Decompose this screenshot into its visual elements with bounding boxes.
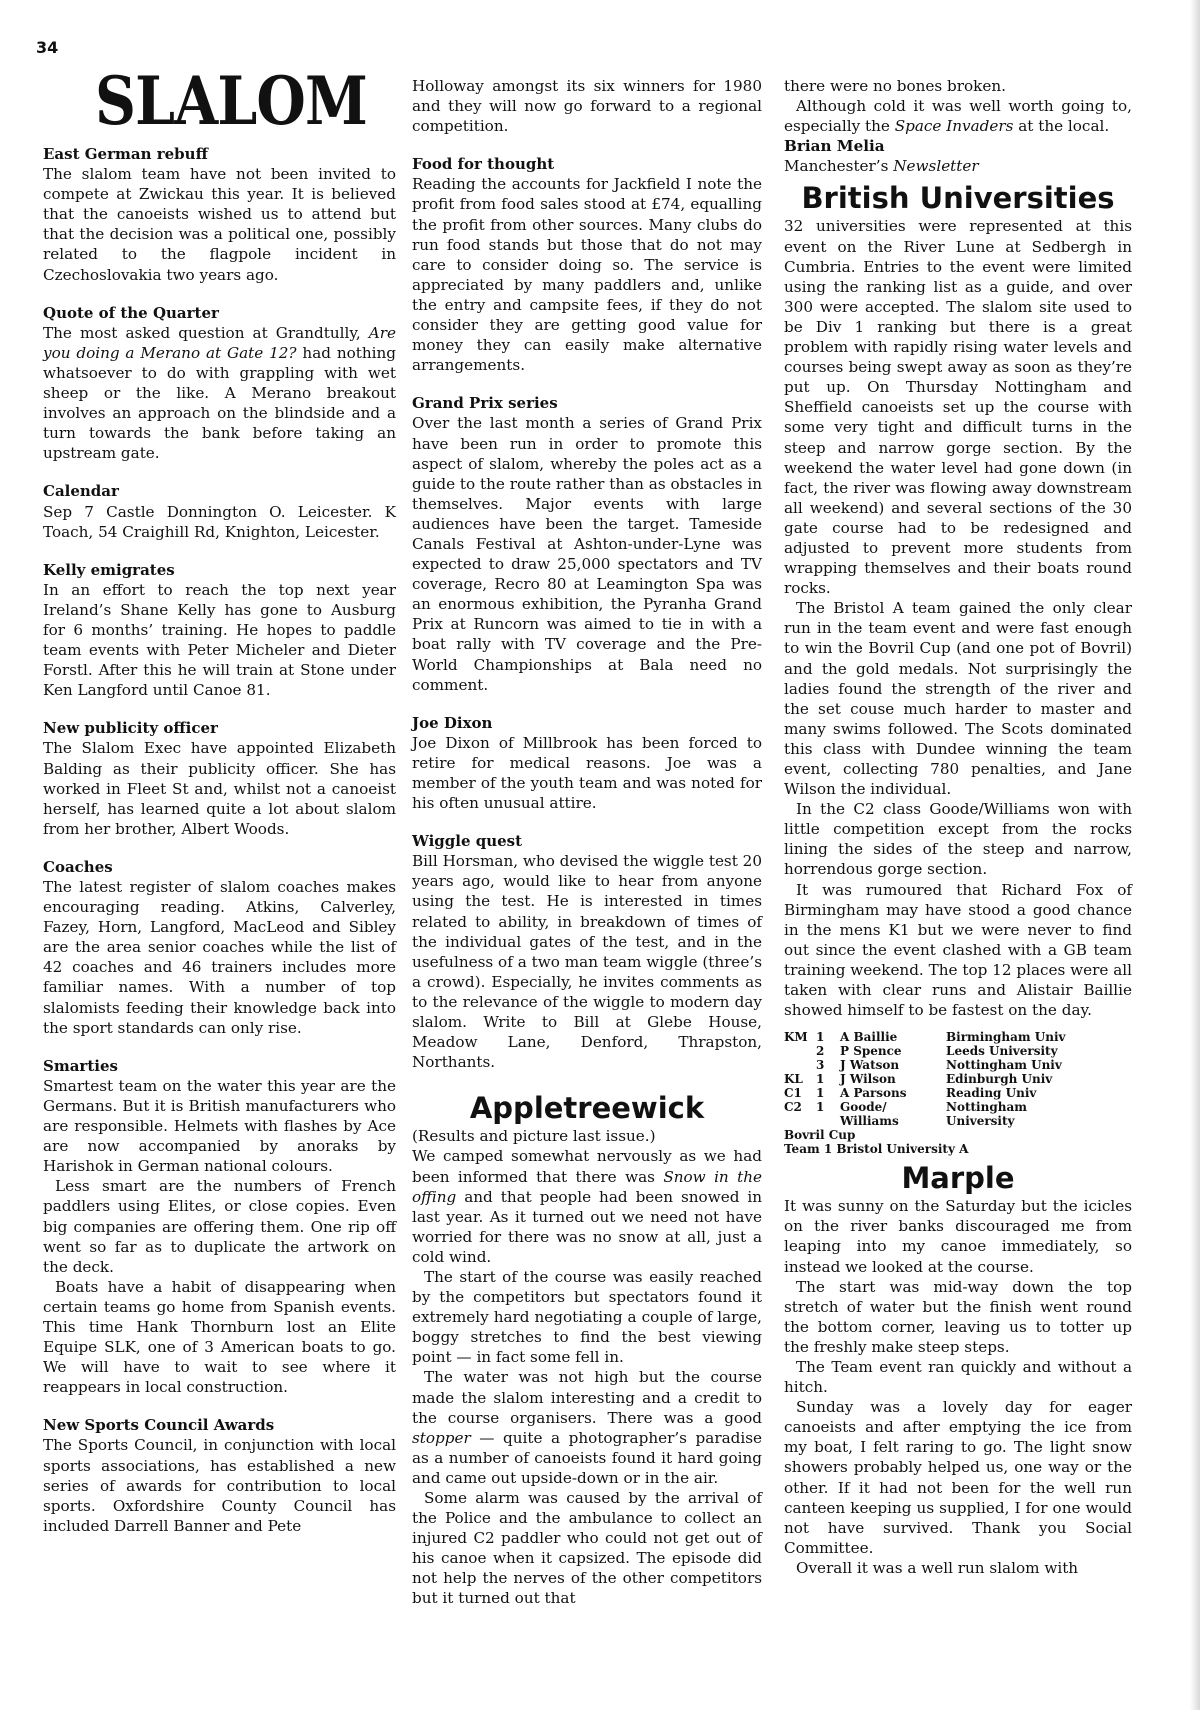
- result-cls: KL: [784, 1072, 803, 1087]
- paragraph: [412, 1367, 762, 1488]
- news-item: [43, 303, 396, 464]
- paragraph: [412, 733, 762, 813]
- column-1: [43, 62, 396, 1554]
- text-run: The slalom team have not been invited to compete at Zwickau this year. It is believed that the canoeists wished us to attend but that the decision was a political one, possibly related to the flagpole incident in Czechoslovakia two years ago.: [43, 165, 396, 284]
- news-item-title: Grand Prix series: [412, 394, 558, 413]
- column-2: [412, 76, 762, 1609]
- text-run: Although cold it was well worth going to, especially the: [784, 97, 1132, 136]
- result-uni: Nottingham Univ: [946, 1058, 1062, 1073]
- text-run: Some alarm was caused by the arrival of the Police and the ambulance to collect an injured C2 paddler who could not get out of his canoe when it capsized. The episode did not help the nerves of the other competitors but it turned out that: [412, 1489, 762, 1608]
- paragraph: [43, 502, 396, 542]
- text-run: had nothing whatsoever to do with grappling with wet sheep or the like. A Merano breakout involves an approach on the blindside and a turn towards the bank before taking an upstream gate.: [43, 343, 397, 463]
- result-pos: 1: [816, 1100, 825, 1115]
- text-run: The water was not high but the course made the slalom interesting and a credit to the course organisers. There was a good: [412, 1368, 762, 1427]
- paragraph: [784, 216, 1132, 598]
- news-item-title: New Sports Council Awards: [43, 1416, 275, 1435]
- result-pos: 1: [816, 1072, 825, 1087]
- paragraph: [412, 1488, 762, 1609]
- news-item: [43, 481, 396, 541]
- paragraph: [412, 413, 762, 694]
- paragraph: [43, 1277, 396, 1398]
- text-run: Sep 7 Castle Donnington O. Leicester. K Toach, 54 Craighill Rd, Knighton, Leicester.: [43, 502, 396, 541]
- paragraph: [784, 1357, 1132, 1397]
- text-run: at the local.: [1013, 117, 1110, 136]
- paragraph: [412, 1146, 762, 1267]
- news-item-title: Kelly emigrates: [43, 560, 175, 579]
- text-run: The Bristol A team gained the only clear run in the team event and were fast enough to win the Bovril Cup (and one pot of Bovril) and the gold medals. Not surprisingly the ladies found the strength of the river and the set couse much harder to master and many swims followed. The Scots dominated this class with Dundee winning the team event, collecting 780 penalties, and Jane Wilson the individual.: [784, 599, 1132, 799]
- text-run: Overall it was a well run slalom with: [796, 1558, 1079, 1577]
- news-item-title: Coaches: [43, 857, 113, 876]
- result-pos: 2: [816, 1044, 825, 1059]
- column-3: [784, 76, 1132, 1578]
- result-cls: C1: [784, 1086, 802, 1101]
- result-pos: [816, 1114, 840, 1128]
- paragraph: [784, 76, 1132, 96]
- text-run: Joe Dixon of Millbrook has been forced to retire for medical reasons. Joe was a member of the youth team and was noted for his often unusual attire.: [412, 733, 762, 813]
- result-name: Williams: [840, 1114, 899, 1129]
- news-item-title: Food for thought: [412, 155, 555, 174]
- paragraph: [43, 877, 396, 1038]
- news-item: [43, 1056, 396, 1398]
- result-uni: Nottingham: [946, 1100, 1027, 1115]
- news-item: [43, 718, 396, 839]
- paragraph: [784, 598, 1132, 799]
- results-table: [784, 1030, 1132, 1156]
- results-row: [784, 1114, 1132, 1128]
- news-item: [43, 1415, 396, 1536]
- paragraph: [43, 1176, 396, 1276]
- news-item: [43, 857, 396, 1038]
- bovril-cup-heading: Bovril Cup: [784, 1128, 856, 1143]
- text-run: The Team event ran quickly and without a hitch.: [784, 1357, 1132, 1397]
- paragraph: [784, 1558, 1132, 1578]
- italic-text: Space Invaders: [894, 117, 1014, 136]
- text-run: there were no bones broken.: [784, 77, 1006, 95]
- british-universities-body: [784, 216, 1132, 1020]
- continued-paragraph: Holloway amongst its six winners for 1980 and they will now go forward to a regional competition.: [412, 77, 762, 136]
- text-run: It was sunny on the Saturday but the icicles on the river banks discouraged me from leaping into my canoe immediately, so instead we looked at the course.: [784, 1197, 1132, 1276]
- page-edge-shadow: [1190, 0, 1200, 1710]
- appletreewick-title: Appletreewick: [469, 1091, 705, 1126]
- paragraph: [784, 880, 1132, 1021]
- appletreewick-subtitle: (Results and picture last issue.): [412, 1127, 656, 1146]
- text-run: We camped somewhat nervously as we had been informed that there was: [412, 1147, 762, 1186]
- result-cls: [784, 1058, 816, 1072]
- marple-title: Marple: [901, 1161, 1015, 1196]
- news-item-title: East German rebuff: [43, 145, 208, 163]
- results-row: [784, 1030, 1132, 1044]
- text-run: Reading the accounts for Jackfield I note the profit from food sales stood at £74, equalling the profit from other sources. Many clubs do run food stands but those that do not may care to consider doing so. The service is appreciated by many paddlers and, unlike the entry and campsite fees, if they do not consider they are getting good value for money they can easily make alternative arrangements.: [412, 175, 762, 375]
- appletreewick-body: [412, 1146, 762, 1608]
- appletreewick-article: [412, 1090, 762, 1608]
- text-run: Boats have a habit of disappearing when certain teams go home from Spanish events. This time Hank Thornburn lost an Elite Equipe SLK, one of 3 American boats to go. We will have to wait to see where it reappears in local construction.: [43, 1277, 396, 1397]
- paragraph: [43, 164, 396, 285]
- result-cls: KM: [784, 1030, 808, 1045]
- marple-article: [784, 1160, 1132, 1578]
- news-item-title: Quote of the Quarter: [43, 303, 219, 322]
- page-number: 34: [36, 38, 59, 57]
- author-source: [784, 156, 1132, 176]
- results-rows: [784, 1030, 1132, 1128]
- result-uni: University: [946, 1114, 1015, 1129]
- news-item-title: Wiggle quest: [412, 832, 523, 851]
- text-run: In an effort to reach the top next year Ireland’s Shane Kelly has gone to Ausburg for 6 months’ training. He hopes to paddle team events with Peter Micheler and Dieter Forstl. After this he will train at Stone under Ken Langford until Canoe 81.: [43, 580, 396, 700]
- text-run: — quite a photographer’s paradise as a number of canoeists found it hard going and came out upside-down or in the air.: [412, 1428, 762, 1487]
- text-run: The latest register of slalom coaches makes encouraging reading. Atkins, Calverley, Fazey, Horn, Langford, MacLeod and Sibley are the area senior coaches while the list of 42 coaches and 46 trainers includes more familiar names. With a number of top slalomists feeding their knowledge back into the sport standards can only rise.: [43, 878, 396, 1037]
- result-name: A Parsons: [840, 1086, 907, 1101]
- result-pos: 1: [816, 1086, 825, 1101]
- text-run: Sunday was a lovely day for eager canoeists and after emptying the ice from my boat, I felt raring to go. The light snow showers probably helped us, one way or the other. If it had not been for the well run canteen keeping us supplied, I for one would not have survived. Thank you Social Committee.: [784, 1398, 1132, 1557]
- news-item: [412, 154, 762, 375]
- result-pos: 3: [816, 1058, 825, 1073]
- marple-body: [784, 1196, 1132, 1578]
- continued-article-end: [784, 76, 1132, 136]
- result-uni: Birmingham Univ: [946, 1030, 1066, 1045]
- result-name: A Baillie: [840, 1030, 898, 1045]
- text-run: The Slalom Exec have appointed Elizabeth Balding as their publicity officer. She has worked in Fleet St and, whilst not a canoeist herself, has learned quite a lot about slalom from her brother, Albert Woods.: [43, 739, 396, 838]
- news-item: [412, 831, 762, 1072]
- paragraph: [784, 799, 1132, 879]
- text-run: 32 universities were represented at this event on the River Lune at Sedbergh in Cumbria. Entries to the event were limited using the ranking list as a guide, and over 300 were accepted. The slalom site used to be Div 1 ranking but there is a great problem with rapidly rising water levels and courses being swept away as soon as they’re put up. On Thursday Nottingham and Sheffield canoeists set up the course with some very tight and difficult turns in the steep and narrow gorge section. By the weekend the water level had gone down (in fact, the river was flowing away downstream all weekend) and several sections of the 30 gate course had to be redesigned and adjusted to prevent more students from wrapping themselves and their boats round rocks.: [784, 217, 1132, 598]
- result-name: J Wilson: [840, 1072, 896, 1087]
- text-run: In the C2 class Goode/Williams won with little competition except from the rocks lining the sides of the steep and narrow, horrendous gorge section.: [784, 800, 1132, 879]
- result-name: J Watson: [840, 1058, 900, 1073]
- paragraph: [784, 1397, 1132, 1558]
- news-item: [43, 144, 396, 285]
- text-run: Bill Horsman, who devised the wiggle test 20 years ago, would like to hear from anyone using the test. He is interested in times related to ability, in breakdown of times of the individual gates of the test, and in the usefulness of a two man team wiggle (three’s a crowd). Especially, he invites comments as to the relevance of the wiggle to modern day slalom. Write to Bill at Glebe House, Meadow Lane, Denford, Thrapston, Northants.: [412, 852, 762, 1072]
- text-run: and that people had been snowed in last year. As it turned out we need not have worried for there was no snow at all, just a cold wind.: [412, 1187, 762, 1266]
- source-title: Newsletter: [893, 157, 979, 176]
- paragraph: [784, 1277, 1132, 1357]
- result-name: P Spence: [840, 1044, 902, 1059]
- paragraph: [412, 174, 762, 375]
- paragraph: [43, 1435, 396, 1535]
- result-uni: Edinburgh Univ: [946, 1072, 1053, 1087]
- british-universities-title: British Universities: [801, 181, 1115, 216]
- text-run: It was rumoured that Richard Fox of Birmingham may have stood a good chance in the mens K1 but we were never to find out since the event clashed with a GB team training weekend. The top 12 places were all taken with clear runs and Alistair Baillie showed himself to be fastest on the day.: [784, 880, 1132, 1020]
- results-row: [784, 1044, 1132, 1058]
- news-item-title: New publicity officer: [43, 719, 218, 738]
- source-prefix: Manchester’s: [784, 157, 894, 176]
- text-run: Over the last month a series of Grand Prix have been run in order to promote this aspect of slalom, whereby the poles act as a guide to the route rather than as obstacles in themselves. Major events with large audiences have been the target. Tameside Canals Festival at Ashton-under-Lyne was expected to draw 25,000 spectators and TV coverage, Recro 80 at Leamington Spa was an enormous exhibition, the Pyranha Grand Prix at Runcorn was aimed to tie in with a boat rally with TV coverage and the Pre-World Championships at Bala need no comment.: [412, 414, 762, 694]
- column-2-items: [412, 154, 762, 1072]
- italic-text: Snow in the offing: [412, 1167, 762, 1206]
- results-row: [784, 1086, 1132, 1100]
- news-item: [412, 713, 762, 813]
- paragraph: [43, 738, 396, 838]
- british-universities-article: [784, 180, 1132, 1156]
- column-1-items: [43, 144, 396, 1536]
- result-pos: 1: [816, 1030, 825, 1045]
- result-cls: [784, 1044, 816, 1058]
- italic-text: Are you doing a Merano at Gate 12?: [43, 323, 396, 362]
- results-row: [784, 1058, 1132, 1072]
- news-item: [412, 393, 762, 694]
- paragraph: [43, 580, 396, 701]
- news-item-title: Smarties: [43, 1056, 118, 1075]
- masthead-title: SLALOM: [95, 62, 367, 140]
- author-name: Brian Melia: [784, 137, 885, 156]
- text-run: The start was mid-way down the top stretch of water but the finish went round the bottom corner, leaving us to totter up the freshly make steep steps.: [784, 1277, 1132, 1356]
- results-row: [784, 1072, 1132, 1086]
- result-uni: Leeds University: [946, 1044, 1058, 1059]
- text-run: Smartest team on the water this year are the Germans. But it is British manufacturers who are responsible. Helmets with flashes by Ace are now accompanied by anoraks by Harishok in German national colours.: [43, 1076, 396, 1176]
- paragraph: [412, 851, 762, 1072]
- paragraph: [784, 1196, 1132, 1276]
- result-cls: [784, 1114, 816, 1128]
- text-run: The start of the course was easily reached by the competitors but spectators found it extremely hard negotiating a couple of large, boggy stretches to find the best viewing point — in fact some fell in.: [412, 1267, 762, 1367]
- paragraph: [784, 96, 1132, 136]
- result-name: Goode/: [840, 1100, 887, 1115]
- results-row: [784, 1100, 1132, 1114]
- text-run: Less smart are the numbers of French paddlers using Elites, or close copies. Even big companies are offering them. One rip off went so far as to duplicate the artwork on the deck.: [43, 1177, 396, 1276]
- italic-text: stopper: [412, 1428, 471, 1447]
- team-result: Team 1 Bristol University A: [784, 1142, 969, 1157]
- text-run: The most asked question at Grandtully,: [43, 323, 369, 342]
- news-item-title: Calendar: [43, 482, 119, 501]
- paragraph: [43, 1076, 396, 1176]
- result-cls: C2: [784, 1100, 802, 1115]
- result-uni: Reading Univ: [946, 1086, 1037, 1101]
- text-run: The Sports Council, in conjunction with local sports associations, has established a new series of awards for contribution to local sports. Oxfordshire County Council has included Darrell Banner and Pete: [43, 1436, 396, 1535]
- paragraph: [43, 323, 396, 464]
- news-item-title: Joe Dixon: [412, 713, 493, 732]
- paragraph: [412, 1267, 762, 1367]
- news-item: [43, 560, 396, 701]
